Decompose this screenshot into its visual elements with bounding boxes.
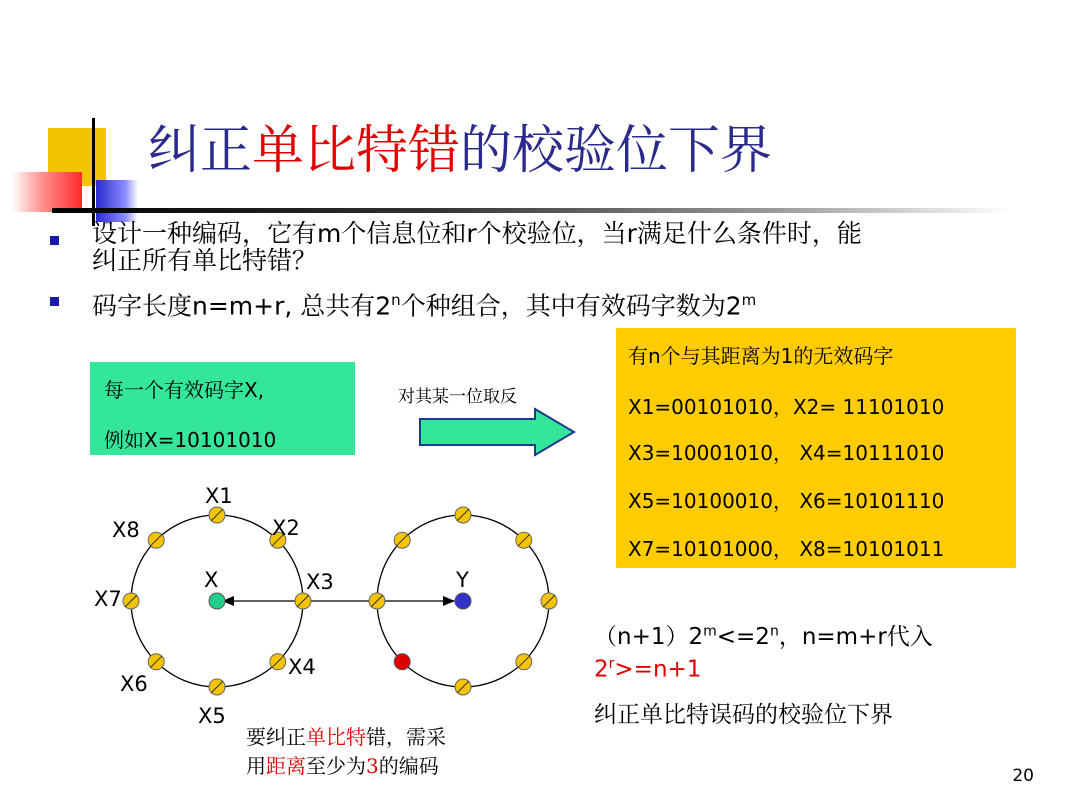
caption-highlight: 3 bbox=[366, 754, 379, 778]
bullet-2-sup-m: m bbox=[741, 291, 757, 309]
label-x1: X1 bbox=[205, 484, 233, 508]
invalid-codewords-row: X7=10101000， X8=10101011 bbox=[628, 537, 945, 561]
equation-2 bbox=[594, 656, 701, 683]
diagram-caption-line-1 bbox=[246, 724, 446, 751]
invalid-codewords-row: X5=10100010， X6=10101110 bbox=[628, 489, 945, 513]
bullet-2-pre: 码字长度n=m+r, 总共有2 bbox=[92, 291, 392, 321]
caption-highlight: 距离 bbox=[266, 754, 306, 778]
codeword-y-point bbox=[455, 593, 471, 609]
label-x6: X6 bbox=[120, 672, 148, 696]
valid-codeword-line-1: 每一个有效码字X, bbox=[104, 378, 265, 402]
caption-text: 错，需采 bbox=[366, 725, 446, 749]
title-underline bbox=[52, 208, 1012, 213]
deco-red-bar bbox=[12, 172, 82, 212]
eq2-part: >=n+1 bbox=[614, 656, 702, 683]
title-part-3: 的校验位下界 bbox=[460, 121, 773, 181]
bullet-marker bbox=[50, 297, 59, 306]
label-x8: X8 bbox=[112, 518, 140, 542]
label-x7: X7 bbox=[94, 587, 122, 611]
eq1-sup: n bbox=[769, 623, 779, 640]
right-arrow-icon bbox=[418, 407, 578, 457]
hamming-sphere-diagram bbox=[0, 480, 600, 730]
bullet-2-text bbox=[92, 287, 756, 319]
equation-3: 纠正单比特误码的校验位下界 bbox=[594, 702, 893, 728]
deco-blue-square bbox=[96, 180, 138, 222]
eq1-part: <=2 bbox=[716, 624, 770, 650]
page-title bbox=[148, 116, 772, 186]
invalid-codewords-heading: 有n个与其距离为1的无效码字 bbox=[628, 344, 894, 368]
page-number: 20 bbox=[1012, 766, 1034, 786]
diagram-caption-line-2 bbox=[246, 753, 439, 780]
eq1-part: （n+1）2 bbox=[594, 624, 704, 650]
caption-text: 要纠正 bbox=[246, 725, 306, 749]
eq1-part: ，n=m+r代入 bbox=[778, 624, 933, 650]
arrow-caption: 对其某一位取反 bbox=[398, 387, 517, 407]
label-x4: X4 bbox=[288, 655, 316, 679]
invalid-codewords-row: X3=10001010， X4=10111010 bbox=[628, 441, 945, 465]
label-y: Y bbox=[456, 568, 469, 592]
error-point bbox=[394, 654, 410, 670]
bullet-2-mid: 个种组合，其中有效码字数为2 bbox=[400, 291, 742, 321]
title-part-2: 单比特错 bbox=[252, 121, 461, 181]
bullet-2-sup-n: n bbox=[391, 291, 401, 309]
eq2-sup: r bbox=[608, 656, 615, 672]
arrow-head-right-icon bbox=[443, 596, 455, 606]
bullet-1-line-1: 设计一种编码，它有m个信息位和r个校验位，当r满足什么条件时，能 bbox=[92, 219, 862, 248]
valid-codeword-line-2: 例如X=10101010 bbox=[104, 428, 277, 452]
label-x: X bbox=[204, 568, 219, 592]
codeword-x-point bbox=[209, 593, 225, 609]
caption-text: 用 bbox=[246, 754, 266, 778]
bullet-1-line-2: 纠正所有单比特错？ bbox=[92, 246, 318, 275]
eq1-sup: m bbox=[703, 623, 717, 640]
invalid-codewords-row: X1=00101010，X2= 11101010 bbox=[628, 395, 945, 419]
label-x5: X5 bbox=[198, 704, 226, 728]
eq2-part: 2 bbox=[594, 656, 609, 683]
equation-1 bbox=[594, 618, 933, 651]
bullet-1-text bbox=[92, 220, 862, 274]
caption-text: 的编码 bbox=[378, 754, 439, 778]
label-x3: X3 bbox=[306, 570, 334, 594]
caption-highlight: 单比特 bbox=[306, 725, 366, 749]
bullet-marker bbox=[50, 236, 59, 245]
caption-text: 至少为 bbox=[306, 754, 366, 778]
label-x2: X2 bbox=[272, 516, 300, 540]
title-part-1: 纠正 bbox=[148, 121, 253, 181]
